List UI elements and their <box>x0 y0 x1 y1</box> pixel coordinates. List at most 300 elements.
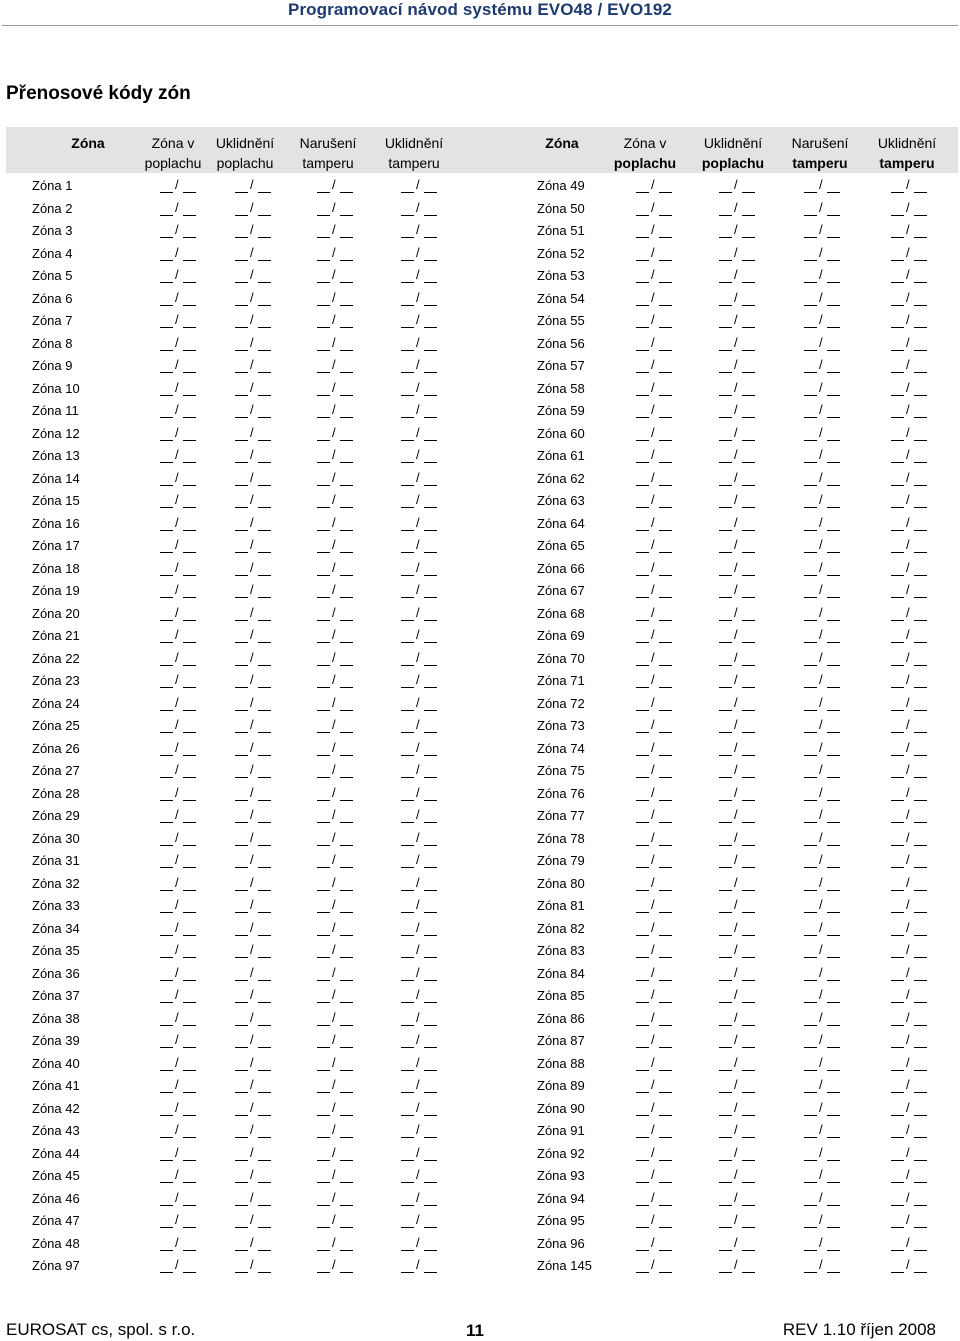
code-entry-field[interactable] <box>891 1077 927 1093</box>
code-entry-field[interactable] <box>804 335 840 351</box>
code-entry-field[interactable] <box>891 717 927 733</box>
code-entry-field[interactable] <box>317 200 353 216</box>
code-entry-field[interactable] <box>719 740 755 756</box>
code-entry-field[interactable] <box>719 402 755 418</box>
code-entry-field[interactable] <box>891 830 927 846</box>
code-entry-field[interactable] <box>891 1235 927 1251</box>
code-entry-field[interactable] <box>401 492 437 508</box>
code-entry-field[interactable] <box>804 672 840 688</box>
code-entry-field[interactable] <box>804 1032 840 1048</box>
code-entry-field[interactable] <box>719 357 755 373</box>
code-entry-field[interactable] <box>804 627 840 643</box>
code-entry-field[interactable] <box>636 470 672 486</box>
code-entry-field[interactable] <box>160 537 196 553</box>
code-entry-field[interactable] <box>317 492 353 508</box>
code-entry-field[interactable] <box>160 1055 196 1071</box>
code-entry-field[interactable] <box>891 1122 927 1138</box>
code-entry-field[interactable] <box>891 290 927 306</box>
code-entry-field[interactable] <box>317 1010 353 1026</box>
code-entry-field[interactable] <box>235 1257 271 1273</box>
code-entry-field[interactable] <box>636 897 672 913</box>
code-entry-field[interactable] <box>636 1100 672 1116</box>
code-entry-field[interactable] <box>804 1257 840 1273</box>
code-entry-field[interactable] <box>401 1257 437 1273</box>
code-entry-field[interactable] <box>317 695 353 711</box>
code-entry-field[interactable] <box>235 672 271 688</box>
code-entry-field[interactable] <box>891 1257 927 1273</box>
code-entry-field[interactable] <box>160 177 196 193</box>
code-entry-field[interactable] <box>804 762 840 778</box>
code-entry-field[interactable] <box>160 312 196 328</box>
code-entry-field[interactable] <box>401 920 437 936</box>
code-entry-field[interactable] <box>160 897 196 913</box>
code-entry-field[interactable] <box>317 672 353 688</box>
code-entry-field[interactable] <box>891 695 927 711</box>
code-entry-field[interactable] <box>317 312 353 328</box>
code-entry-field[interactable] <box>636 425 672 441</box>
code-entry-field[interactable] <box>636 1235 672 1251</box>
code-entry-field[interactable] <box>317 335 353 351</box>
code-entry-field[interactable] <box>235 897 271 913</box>
code-entry-field[interactable] <box>401 1032 437 1048</box>
code-entry-field[interactable] <box>891 447 927 463</box>
code-entry-field[interactable] <box>160 605 196 621</box>
code-entry-field[interactable] <box>235 290 271 306</box>
code-entry-field[interactable] <box>160 447 196 463</box>
code-entry-field[interactable] <box>160 380 196 396</box>
code-entry-field[interactable] <box>401 1145 437 1161</box>
code-entry-field[interactable] <box>401 1010 437 1026</box>
code-entry-field[interactable] <box>317 830 353 846</box>
code-entry-field[interactable] <box>804 1167 840 1183</box>
code-entry-field[interactable] <box>891 312 927 328</box>
code-entry-field[interactable] <box>636 987 672 1003</box>
code-entry-field[interactable] <box>317 650 353 666</box>
code-entry-field[interactable] <box>719 1190 755 1206</box>
code-entry-field[interactable] <box>401 560 437 576</box>
code-entry-field[interactable] <box>636 312 672 328</box>
code-entry-field[interactable] <box>235 1167 271 1183</box>
code-entry-field[interactable] <box>235 335 271 351</box>
code-entry-field[interactable] <box>235 1235 271 1251</box>
code-entry-field[interactable] <box>160 740 196 756</box>
code-entry-field[interactable] <box>317 1167 353 1183</box>
code-entry-field[interactable] <box>160 942 196 958</box>
code-entry-field[interactable] <box>235 560 271 576</box>
code-entry-field[interactable] <box>719 920 755 936</box>
code-entry-field[interactable] <box>317 582 353 598</box>
code-entry-field[interactable] <box>317 267 353 283</box>
code-entry-field[interactable] <box>891 875 927 891</box>
code-entry-field[interactable] <box>719 852 755 868</box>
code-entry-field[interactable] <box>317 357 353 373</box>
code-entry-field[interactable] <box>160 875 196 891</box>
code-entry-field[interactable] <box>401 1077 437 1093</box>
code-entry-field[interactable] <box>891 560 927 576</box>
code-entry-field[interactable] <box>160 515 196 531</box>
code-entry-field[interactable] <box>636 852 672 868</box>
code-entry-field[interactable] <box>160 807 196 823</box>
code-entry-field[interactable] <box>719 897 755 913</box>
code-entry-field[interactable] <box>235 470 271 486</box>
code-entry-field[interactable] <box>891 897 927 913</box>
code-entry-field[interactable] <box>160 1122 196 1138</box>
code-entry-field[interactable] <box>636 267 672 283</box>
code-entry-field[interactable] <box>719 1100 755 1116</box>
code-entry-field[interactable] <box>891 1167 927 1183</box>
code-entry-field[interactable] <box>401 515 437 531</box>
code-entry-field[interactable] <box>160 920 196 936</box>
code-entry-field[interactable] <box>235 627 271 643</box>
code-entry-field[interactable] <box>160 1235 196 1251</box>
code-entry-field[interactable] <box>804 807 840 823</box>
code-entry-field[interactable] <box>804 1122 840 1138</box>
code-entry-field[interactable] <box>719 1055 755 1071</box>
code-entry-field[interactable] <box>719 312 755 328</box>
code-entry-field[interactable] <box>636 1032 672 1048</box>
code-entry-field[interactable] <box>636 200 672 216</box>
code-entry-field[interactable] <box>317 717 353 733</box>
code-entry-field[interactable] <box>636 560 672 576</box>
code-entry-field[interactable] <box>891 582 927 598</box>
code-entry-field[interactable] <box>160 1077 196 1093</box>
code-entry-field[interactable] <box>235 785 271 801</box>
code-entry-field[interactable] <box>804 717 840 733</box>
code-entry-field[interactable] <box>317 785 353 801</box>
code-entry-field[interactable] <box>891 470 927 486</box>
code-entry-field[interactable] <box>719 492 755 508</box>
code-entry-field[interactable] <box>160 267 196 283</box>
code-entry-field[interactable] <box>719 807 755 823</box>
code-entry-field[interactable] <box>235 200 271 216</box>
code-entry-field[interactable] <box>636 942 672 958</box>
code-entry-field[interactable] <box>317 965 353 981</box>
code-entry-field[interactable] <box>160 1190 196 1206</box>
code-entry-field[interactable] <box>235 987 271 1003</box>
code-entry-field[interactable] <box>235 1190 271 1206</box>
code-entry-field[interactable] <box>804 830 840 846</box>
code-entry-field[interactable] <box>235 357 271 373</box>
code-entry-field[interactable] <box>235 1100 271 1116</box>
code-entry-field[interactable] <box>235 1010 271 1026</box>
code-entry-field[interactable] <box>636 177 672 193</box>
code-entry-field[interactable] <box>804 200 840 216</box>
code-entry-field[interactable] <box>804 1010 840 1026</box>
code-entry-field[interactable] <box>317 1190 353 1206</box>
code-entry-field[interactable] <box>401 582 437 598</box>
code-entry-field[interactable] <box>160 560 196 576</box>
code-entry-field[interactable] <box>636 1257 672 1273</box>
code-entry-field[interactable] <box>317 402 353 418</box>
code-entry-field[interactable] <box>804 605 840 621</box>
code-entry-field[interactable] <box>235 942 271 958</box>
code-entry-field[interactable] <box>636 830 672 846</box>
code-entry-field[interactable] <box>891 942 927 958</box>
code-entry-field[interactable] <box>160 650 196 666</box>
code-entry-field[interactable] <box>317 290 353 306</box>
code-entry-field[interactable] <box>891 627 927 643</box>
code-entry-field[interactable] <box>636 447 672 463</box>
code-entry-field[interactable] <box>804 515 840 531</box>
code-entry-field[interactable] <box>804 447 840 463</box>
code-entry-field[interactable] <box>804 695 840 711</box>
code-entry-field[interactable] <box>719 290 755 306</box>
code-entry-field[interactable] <box>235 402 271 418</box>
code-entry-field[interactable] <box>235 1212 271 1228</box>
code-entry-field[interactable] <box>891 267 927 283</box>
code-entry-field[interactable] <box>235 807 271 823</box>
code-entry-field[interactable] <box>160 627 196 643</box>
code-entry-field[interactable] <box>891 177 927 193</box>
code-entry-field[interactable] <box>804 582 840 598</box>
code-entry-field[interactable] <box>317 177 353 193</box>
code-entry-field[interactable] <box>719 380 755 396</box>
code-entry-field[interactable] <box>891 1032 927 1048</box>
code-entry-field[interactable] <box>401 425 437 441</box>
code-entry-field[interactable] <box>401 1122 437 1138</box>
code-entry-field[interactable] <box>401 402 437 418</box>
code-entry-field[interactable] <box>160 1032 196 1048</box>
code-entry-field[interactable] <box>317 1145 353 1161</box>
code-entry-field[interactable] <box>235 852 271 868</box>
code-entry-field[interactable] <box>317 897 353 913</box>
code-entry-field[interactable] <box>401 200 437 216</box>
code-entry-field[interactable] <box>235 1055 271 1071</box>
code-entry-field[interactable] <box>160 785 196 801</box>
code-entry-field[interactable] <box>636 1190 672 1206</box>
code-entry-field[interactable] <box>804 852 840 868</box>
code-entry-field[interactable] <box>891 335 927 351</box>
code-entry-field[interactable] <box>401 357 437 373</box>
code-entry-field[interactable] <box>636 380 672 396</box>
code-entry-field[interactable] <box>235 717 271 733</box>
code-entry-field[interactable] <box>719 650 755 666</box>
code-entry-field[interactable] <box>235 245 271 261</box>
code-entry-field[interactable] <box>401 695 437 711</box>
code-entry-field[interactable] <box>160 1257 196 1273</box>
code-entry-field[interactable] <box>719 560 755 576</box>
code-entry-field[interactable] <box>401 605 437 621</box>
code-entry-field[interactable] <box>719 177 755 193</box>
code-entry-field[interactable] <box>891 425 927 441</box>
code-entry-field[interactable] <box>401 897 437 913</box>
code-entry-field[interactable] <box>401 222 437 238</box>
code-entry-field[interactable] <box>235 582 271 598</box>
code-entry-field[interactable] <box>804 425 840 441</box>
code-entry-field[interactable] <box>804 650 840 666</box>
code-entry-field[interactable] <box>719 987 755 1003</box>
code-entry-field[interactable] <box>636 1055 672 1071</box>
code-entry-field[interactable] <box>636 1077 672 1093</box>
code-entry-field[interactable] <box>719 965 755 981</box>
code-entry-field[interactable] <box>719 1145 755 1161</box>
code-entry-field[interactable] <box>160 965 196 981</box>
code-entry-field[interactable] <box>804 492 840 508</box>
code-entry-field[interactable] <box>804 177 840 193</box>
code-entry-field[interactable] <box>891 1100 927 1116</box>
code-entry-field[interactable] <box>160 830 196 846</box>
code-entry-field[interactable] <box>719 200 755 216</box>
code-entry-field[interactable] <box>719 785 755 801</box>
code-entry-field[interactable] <box>401 312 437 328</box>
code-entry-field[interactable] <box>235 222 271 238</box>
code-entry-field[interactable] <box>891 515 927 531</box>
code-entry-field[interactable] <box>160 222 196 238</box>
code-entry-field[interactable] <box>401 965 437 981</box>
code-entry-field[interactable] <box>804 312 840 328</box>
code-entry-field[interactable] <box>804 740 840 756</box>
code-entry-field[interactable] <box>804 875 840 891</box>
code-entry-field[interactable] <box>891 672 927 688</box>
code-entry-field[interactable] <box>804 402 840 418</box>
code-entry-field[interactable] <box>719 830 755 846</box>
code-entry-field[interactable] <box>804 1190 840 1206</box>
code-entry-field[interactable] <box>160 987 196 1003</box>
code-entry-field[interactable] <box>317 1257 353 1273</box>
code-entry-field[interactable] <box>891 200 927 216</box>
code-entry-field[interactable] <box>317 515 353 531</box>
code-entry-field[interactable] <box>891 222 927 238</box>
code-entry-field[interactable] <box>317 380 353 396</box>
code-entry-field[interactable] <box>317 1212 353 1228</box>
code-entry-field[interactable] <box>719 335 755 351</box>
code-entry-field[interactable] <box>317 605 353 621</box>
code-entry-field[interactable] <box>636 965 672 981</box>
code-entry-field[interactable] <box>317 1077 353 1093</box>
code-entry-field[interactable] <box>235 605 271 621</box>
code-entry-field[interactable] <box>160 1100 196 1116</box>
code-entry-field[interactable] <box>401 177 437 193</box>
code-entry-field[interactable] <box>235 695 271 711</box>
code-entry-field[interactable] <box>317 470 353 486</box>
code-entry-field[interactable] <box>160 290 196 306</box>
code-entry-field[interactable] <box>891 1055 927 1071</box>
code-entry-field[interactable] <box>719 470 755 486</box>
code-entry-field[interactable] <box>160 357 196 373</box>
code-entry-field[interactable] <box>160 1212 196 1228</box>
code-entry-field[interactable] <box>636 875 672 891</box>
code-entry-field[interactable] <box>401 1167 437 1183</box>
code-entry-field[interactable] <box>804 470 840 486</box>
code-entry-field[interactable] <box>401 627 437 643</box>
code-entry-field[interactable] <box>636 582 672 598</box>
code-entry-field[interactable] <box>719 245 755 261</box>
code-entry-field[interactable] <box>317 852 353 868</box>
code-entry-field[interactable] <box>401 785 437 801</box>
code-entry-field[interactable] <box>719 695 755 711</box>
code-entry-field[interactable] <box>719 1032 755 1048</box>
code-entry-field[interactable] <box>891 987 927 1003</box>
code-entry-field[interactable] <box>891 402 927 418</box>
code-entry-field[interactable] <box>804 942 840 958</box>
code-entry-field[interactable] <box>160 200 196 216</box>
code-entry-field[interactable] <box>636 402 672 418</box>
code-entry-field[interactable] <box>891 605 927 621</box>
code-entry-field[interactable] <box>804 1235 840 1251</box>
code-entry-field[interactable] <box>636 785 672 801</box>
code-entry-field[interactable] <box>401 740 437 756</box>
code-entry-field[interactable] <box>160 492 196 508</box>
code-entry-field[interactable] <box>235 875 271 891</box>
code-entry-field[interactable] <box>804 1212 840 1228</box>
code-entry-field[interactable] <box>804 267 840 283</box>
code-entry-field[interactable] <box>636 605 672 621</box>
code-entry-field[interactable] <box>636 1010 672 1026</box>
code-entry-field[interactable] <box>317 245 353 261</box>
code-entry-field[interactable] <box>891 1190 927 1206</box>
code-entry-field[interactable] <box>401 717 437 733</box>
code-entry-field[interactable] <box>401 537 437 553</box>
code-entry-field[interactable] <box>401 380 437 396</box>
code-entry-field[interactable] <box>235 830 271 846</box>
code-entry-field[interactable] <box>804 965 840 981</box>
code-entry-field[interactable] <box>401 335 437 351</box>
code-entry-field[interactable] <box>160 762 196 778</box>
code-entry-field[interactable] <box>891 1010 927 1026</box>
code-entry-field[interactable] <box>401 987 437 1003</box>
code-entry-field[interactable] <box>804 1055 840 1071</box>
code-entry-field[interactable] <box>160 582 196 598</box>
code-entry-field[interactable] <box>401 1190 437 1206</box>
code-entry-field[interactable] <box>636 537 672 553</box>
code-entry-field[interactable] <box>401 470 437 486</box>
code-entry-field[interactable] <box>401 1055 437 1071</box>
code-entry-field[interactable] <box>401 1100 437 1116</box>
code-entry-field[interactable] <box>317 1235 353 1251</box>
code-entry-field[interactable] <box>636 807 672 823</box>
code-entry-field[interactable] <box>719 582 755 598</box>
code-entry-field[interactable] <box>235 920 271 936</box>
code-entry-field[interactable] <box>160 695 196 711</box>
code-entry-field[interactable] <box>401 290 437 306</box>
code-entry-field[interactable] <box>636 672 672 688</box>
code-entry-field[interactable] <box>891 740 927 756</box>
code-entry-field[interactable] <box>719 1212 755 1228</box>
code-entry-field[interactable] <box>235 267 271 283</box>
code-entry-field[interactable] <box>317 447 353 463</box>
code-entry-field[interactable] <box>636 335 672 351</box>
code-entry-field[interactable] <box>235 447 271 463</box>
code-entry-field[interactable] <box>891 1212 927 1228</box>
code-entry-field[interactable] <box>160 672 196 688</box>
code-entry-field[interactable] <box>719 267 755 283</box>
code-entry-field[interactable] <box>636 1122 672 1138</box>
code-entry-field[interactable] <box>891 650 927 666</box>
code-entry-field[interactable] <box>317 222 353 238</box>
code-entry-field[interactable] <box>401 447 437 463</box>
code-entry-field[interactable] <box>235 762 271 778</box>
code-entry-field[interactable] <box>804 560 840 576</box>
code-entry-field[interactable] <box>804 380 840 396</box>
code-entry-field[interactable] <box>160 470 196 486</box>
code-entry-field[interactable] <box>891 1145 927 1161</box>
code-entry-field[interactable] <box>891 785 927 801</box>
code-entry-field[interactable] <box>160 1167 196 1183</box>
code-entry-field[interactable] <box>719 875 755 891</box>
code-entry-field[interactable] <box>317 807 353 823</box>
code-entry-field[interactable] <box>317 1100 353 1116</box>
code-entry-field[interactable] <box>160 335 196 351</box>
code-entry-field[interactable] <box>719 515 755 531</box>
code-entry-field[interactable] <box>891 852 927 868</box>
code-entry-field[interactable] <box>160 245 196 261</box>
code-entry-field[interactable] <box>804 897 840 913</box>
code-entry-field[interactable] <box>317 762 353 778</box>
code-entry-field[interactable] <box>719 762 755 778</box>
code-entry-field[interactable] <box>317 560 353 576</box>
code-entry-field[interactable] <box>235 740 271 756</box>
code-entry-field[interactable] <box>401 1235 437 1251</box>
